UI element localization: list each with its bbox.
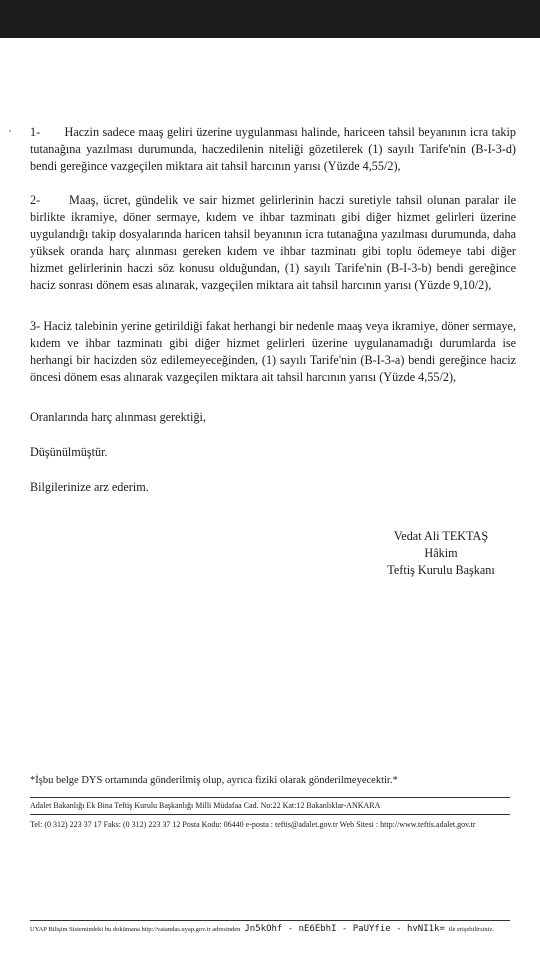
margin-tick: ' xyxy=(9,128,11,140)
signer-name: Vedat Ali TEKTAŞ xyxy=(393,529,489,543)
contact-line: Tel: (0 312) 223 37 17 Faks: (0 312) 223 37 12 Posta Kodu: 06440 e-posta : teftis@adalet.gov.tr Web Sitesi : http://www.teftis.adalet.gov.tr xyxy=(30,820,476,829)
paragraph-considered: Düşünülmüştür. xyxy=(30,445,108,459)
paragraph-1: 1- Haczin sadece maaş geliri üzerine uygulanması halinde, hariceen tahsil beyanının icra takip tutanağına yazılması durumunda, haczedilenin niteliği gözetilerek (1) sayılı Tarife'nin (B-I-3-d) bendi gereğince vazgeçilen miktara ait tahsil harcının yarısı (Yüzde 4,55/2), xyxy=(30,125,516,173)
verification-code: Jn5kOhf - nE6EbhI - PaUYfie - hvNI1k= xyxy=(244,924,445,934)
paragraph-3: 3- Haciz talebinin yerine getirildiği fakat herhangi bir nedenle maaş veya ikramiye, döner sermaye, kıdem ve ihbar tazminatı gibi diğer hizmet gelirleri üzerine uygulanamadığı durumlarda ise herhangi bir hacizden söz edilemeyeceğinden, (1) sayılı Tarife'nin (B-I-3-a) bendi gereğince haciz öncesi dönem esas alınarak vazgeçilen miktara ait tahsil harcının yarısı (Yüzde 4,55/2), xyxy=(30,319,516,384)
uyap-prefix: UYAP Bilişim Sistemindeki bu dokümana http://vatandas.uyap.gov.tr adresinden xyxy=(30,926,241,933)
footer-divider xyxy=(30,797,510,798)
uyap-suffix: ile erişebilirsiniz. xyxy=(448,926,495,933)
address-line: Adalet Bakanlığı Ek Bina Teftiş Kurulu Başkanlığı Milli Müdafaa Cad. No:22 Kat:12 Bakanlıklar-ANKARA xyxy=(30,801,381,810)
paragraph-conclusion: Oranlarında harç alınması gerektiği, xyxy=(30,410,206,424)
signer-title: Hâkim xyxy=(424,546,458,560)
dys-notice: *İşbu belge DYS ortamında gönderilmiş olup, ayrıca fiziki olarak gönderilmeyecektir.* xyxy=(30,775,398,786)
uyap-footer xyxy=(30,924,514,934)
top-dark-bar xyxy=(0,0,540,38)
signature-block xyxy=(360,528,522,579)
paragraph-closing: Bilgilerinize arz ederim. xyxy=(30,480,149,494)
signer-office: Teftiş Kurulu Başkanı xyxy=(387,563,495,577)
paragraph-2: 2- Maaş, ücret, gündelik ve sair hizmet gelirlerinin haczi suretiyle tahsil olunan paralar ile birlikte ikramiye, döner sermaye, kıdem ve ihbar tazminatı gibi diğer hizmet gelirleri üzerine uygulandığı takip dosyalarında haricen tahsil beyanının icra tutanağına yazılması durumunda, daha yüksek oranda harç alınması gereken kıdem ve ihbar tazminatı gibi toplu ödemeye tabi diğer hizmet gelirlerinin haczi söz konusu olduğundan, (1) sayılı Tarife'nin (B-I-3-b) bendi gereğince haciz sonrası dönem esas alınarak, vazgeçilen miktara ait tahsil harcının yarısı (Yüzde 9,10/2), xyxy=(30,193,516,292)
address-divider xyxy=(30,814,510,815)
uyap-divider xyxy=(30,920,510,921)
